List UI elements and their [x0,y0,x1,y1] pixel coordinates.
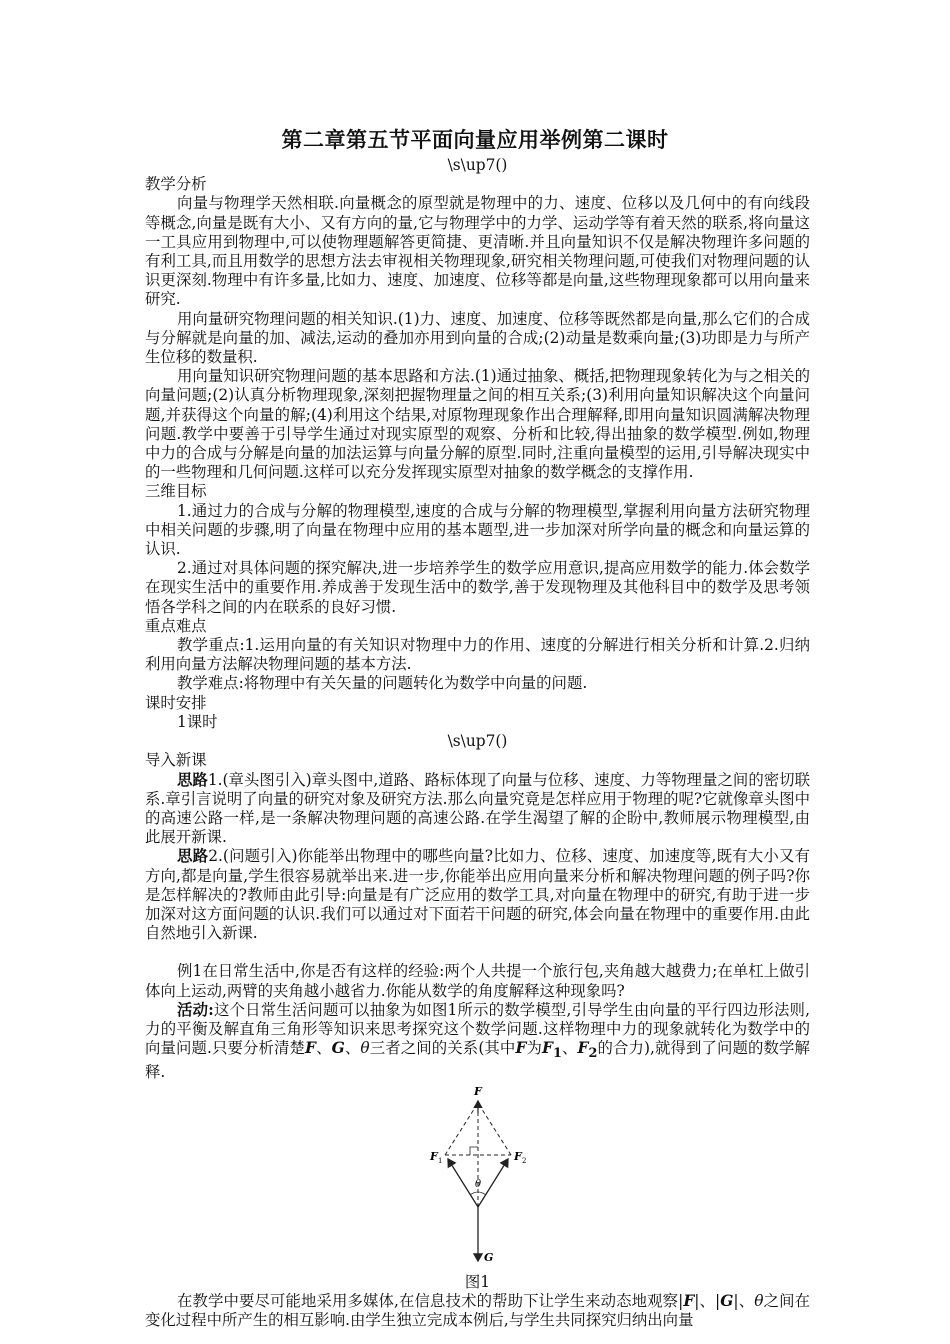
paragraph: 用向量知识研究物理问题的基本思路和方法.(1)通过抽象、概括,把物理现象转化为与之相关的向量问题;(2)认真分析物理现象,深刻把握物理量之间的相互关系;(3)利用向量知识解决这个向量问题,并获得这个向量的解;(4)利用这个结果,对原物理现象作出合理解释,即用向量知识圆满解决物理问题.教学中要善于引导学生通过对现实原型的观察、分析和比较,得出抽象的数学模型.例如,物理中力的合成与分解是向量的加法运算与向量分解的原型.同时,注重向量模型的运用,引导解决现实中的一些物理和几何问题.这样可以充分发挥现实原型对抽象的数学概念的支撑作用. [145,367,810,482]
document-body [145,156,810,1330]
marker: \s\up7() [447,156,508,174]
paragraph: 2.通过对具体问题的探究解决,进一步培养学生的数学应用意识,提高应用数学的能力.体会数学在现实生活中的重要作用.养成善于发现生活中的数学,善于发现物理及其他科目中的数学及思考领悟各学科之间的内在联系的良好习惯. [145,559,810,616]
vector-F1 [448,1159,478,1207]
schedule-value: 1课时 [177,712,218,731]
paragraph: 教学重点:1.运用向量的有关知识对物理中力的作用、速度的分解进行相关分析和计算.2.归纳利用向量方法解决物理问题的基本方法. [145,636,810,674]
section-heading-analysis: 教学分析 [145,175,207,194]
activity-label: 活动: [177,1000,214,1019]
figure-caption: 图1 [464,1272,491,1291]
section-heading-intro: 导入新课 [145,751,207,770]
idea-label: 思路 [177,770,208,789]
figure-1-force-diagram [408,1083,548,1273]
label-F2: F [513,1149,522,1163]
label-theta: θ [474,1178,481,1190]
idea-text: 2.(问题引入)你能举出物理中的哪些向量?比如力、位移、速度、加速度等,既有大小又有方向,都是向量,学生很容易就举出来.进一步,你能举出应用向量来分析和解决物理问题的例子吗?你是怎样解决的?教师由此引导:向量是有广泛应用的数学工具,对向量在物理中的研究,有助于进一步加深对这方面问题的认识.我们可以通过对下面若干问题的研究,体会向量在物理中的重要作用.由此自然地引入新课. [145,847,810,943]
paragraph-idea-2 [145,847,810,943]
paragraph-closing: 在教学中要尽可能地采用多媒体,在信息技术的帮助下让学生来动态地观察|F|、|G|、θ之间在变化过程中所产生的相互影响.由学生独立完成本例后,与学生共同探究归纳出向量 [145,1291,811,1330]
vector-F2 [478,1159,508,1207]
example-activity: 活动:这个日常生活问题可以抽象为如图1所示的数学模型,引导学生由向量的平行四边形法则,力的平衡及解直角三角形等知识来思考探究这个数学问题.这样物理中力的现象就转化为数学中的向量问题.只要分析清楚F、G、θ三者之间的关系(其中F为$F_1$、$F_2$的合力),就得到了问题的数学解释. [145,1000,811,1082]
paragraph: 向量与物理学天然相联.向量概念的原型就是物理中的力、速度、位移以及几何中的有向线段等概念,向量是既有大小、又有方向的量,它与物理学中的力学、运动学等有着天然的联系,将向量这一工具应用到物理中,可以使物理题解答更简捷、更清晰.并且向量知识不仅是解决物理许多问题的有利工具,而且用数学的思想方法去审视相关物理现象,研究相关物理问题,可使我们对物理问题的认识更深刻.物理中有许多量,比如力、速度、加速度、位移等都是向量,这些物理现象都可以用向量来研究. [145,194,810,309]
idea-label: 思路 [177,847,209,866]
idea-text: 1.(章头图引入)章头图中,道路、路标体现了向量与位移、速度、力等物理量之间的密切联系.章引言说明了向量的研究对象及研究方法.那么向量究竟是怎样应用于物理的呢?它就像章头图中的高速公路一样,是一条解决物理问题的高速公路.在学生渴望了解的企盼中,教师展示物理模型,由此展开新课. [145,770,810,847]
dashed-line [478,1103,511,1155]
section-heading-schedule: 课时安排 [145,693,207,712]
marker: \s\up7() [447,732,508,751]
label-F: F [473,1084,482,1098]
paragraph-idea-1 [145,771,810,848]
label-F1-sub: 1 [437,1156,442,1165]
paragraph: 教学难点:将物理中有关矢量的问题转化为数学中向量的问题. [177,674,588,693]
section-heading-goals: 三维目标 [145,482,207,501]
label-G: G [483,1250,493,1264]
page-title: 第二章第五节平面向量应用举例第二课时 [281,128,669,152]
paragraph: 1.通过力的合成与分解的物理模型,速度的合成与分解的物理模型,掌握利用向量方法研究物理中相关问题的步骤,明了向量在物理中应用的基本题型,进一步加深对所学向量的概念和向量运算的认识. [145,501,810,559]
right-angle-mark [470,1147,478,1155]
example-1: 例1在日常生活中,你是否有这样的经验:两个人共提一个旅行包,夹角越大越费力;在单杠上做引体向上运动,两臂的夹角越小越省力.你能从数学的角度解释这种现象吗? [145,962,810,1000]
label-F1: F [429,1149,438,1163]
label-F2-sub: 2 [521,1156,526,1165]
paragraph: 用向量研究物理问题的相关知识.(1)力、速度、加速度、位移等既然都是向量,那么它们的合成与分解就是向量的加、减法,运动的叠加亦用到向量的合成;(2)动量是数乘向量;(3)功即是力与所产生位移的数量积. [145,309,810,367]
section-heading-key-points: 重点难点 [145,616,207,635]
